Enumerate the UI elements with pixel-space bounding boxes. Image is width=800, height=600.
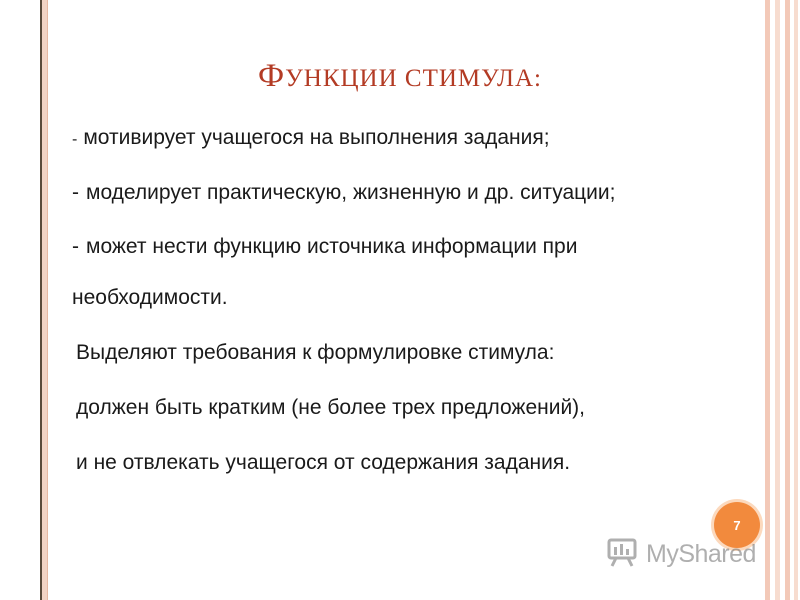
- slide-title: [0, 58, 800, 95]
- bullet-dash: -: [72, 235, 79, 258]
- bullet-3-continuation: необходимости.: [72, 286, 228, 309]
- bullet-dash: -: [72, 131, 78, 148]
- paragraph-line-1: Выделяют требования к формулировке стимула:: [76, 341, 555, 364]
- paragraph-line-3: и не отвлекать учащегося от содержания задания.: [76, 451, 571, 474]
- bullet-2: [72, 181, 615, 205]
- bullet-text: может нести функцию источника информации при: [86, 235, 578, 258]
- bullet-dash: -: [72, 181, 79, 204]
- watermark: [606, 536, 756, 572]
- bullet-text: моделирует практическую, жизненную и др. ситуации;: [86, 181, 616, 204]
- slide-title-initial: Ф: [258, 58, 286, 94]
- bullet-3: [72, 235, 577, 259]
- myshared-logo-icon: [606, 536, 640, 573]
- bullet-text: мотивирует учащегося на выполнения задания;: [83, 126, 550, 149]
- paragraph-line-2: должен быть кратким (не более трех предложений),: [76, 396, 586, 419]
- watermark-text: MyShared: [646, 539, 756, 568]
- bullet-1: [72, 126, 550, 150]
- slide-title-rest: УНКЦИИ СТИМУЛА:: [285, 65, 542, 92]
- page-number: 7: [733, 517, 741, 533]
